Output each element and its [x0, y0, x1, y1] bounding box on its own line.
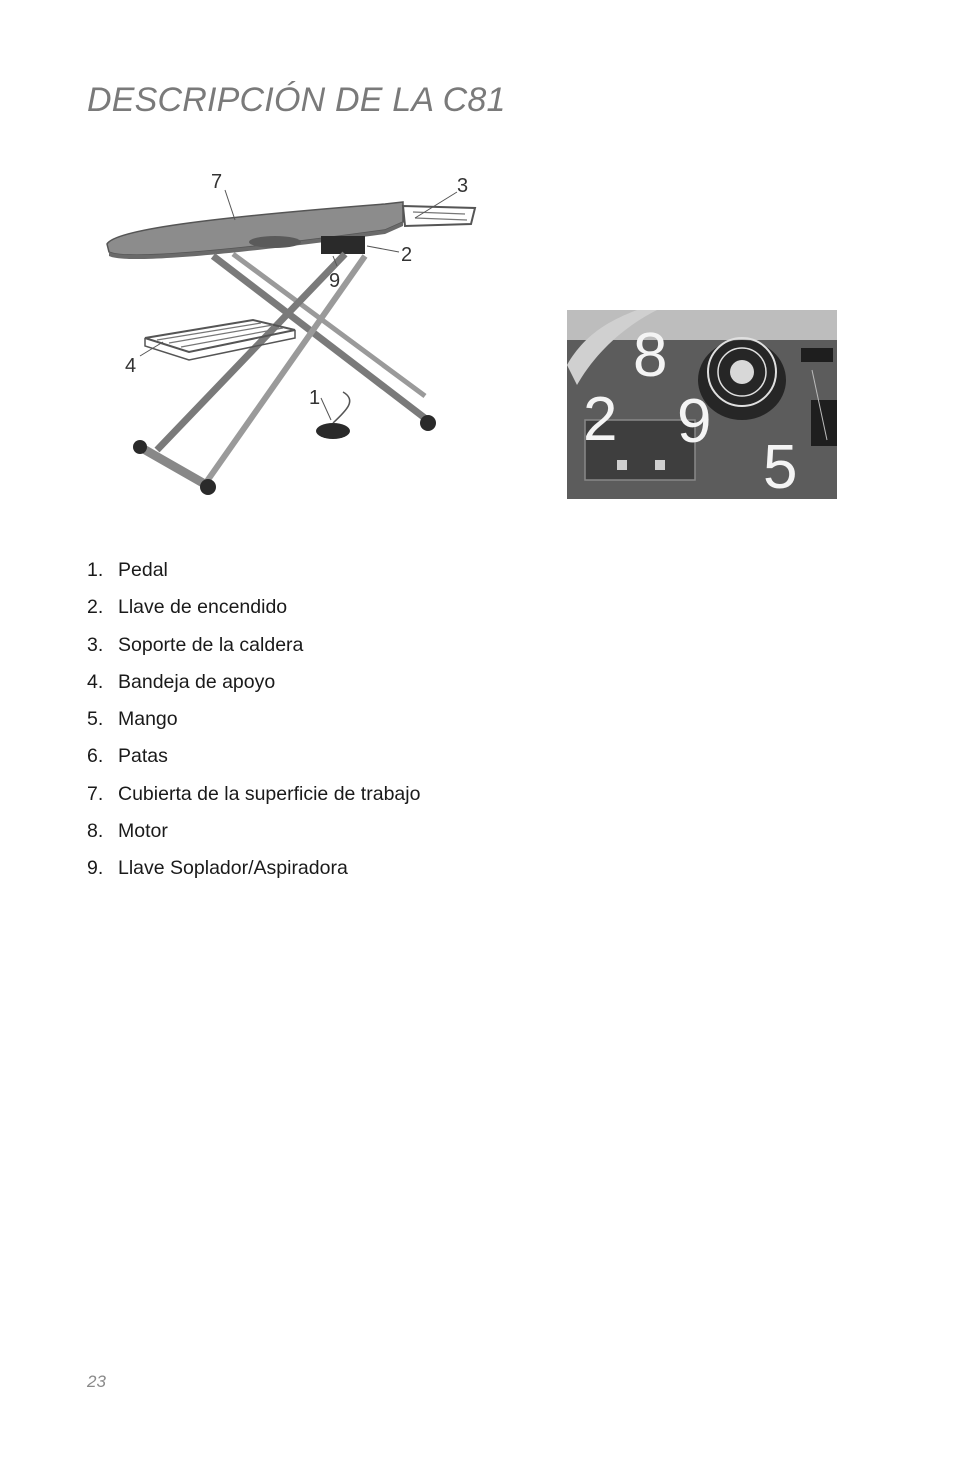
- callout-4: 4: [125, 355, 137, 377]
- list-item: [87, 627, 420, 664]
- callout-8: 8: [633, 321, 668, 390]
- list-item-number: 2.: [87, 596, 104, 619]
- ironing-board-figure: [85, 160, 495, 505]
- list-item-label: Bandeja de apoyo: [118, 670, 276, 693]
- callout-5: 5: [763, 433, 798, 499]
- callout-3: 3: [457, 175, 469, 197]
- list-item-number: 7.: [87, 782, 104, 805]
- list-item-label: Pedal: [118, 559, 168, 581]
- list-item-label: Llave de encendido: [118, 596, 288, 619]
- callout-2: 2: [583, 385, 618, 454]
- callout-7: 7: [211, 171, 223, 193]
- list-item-number: 4.: [87, 670, 104, 693]
- list-item-label: Mango: [118, 708, 178, 731]
- list-item-number: 5.: [87, 708, 104, 731]
- callout-9: 9: [677, 387, 712, 456]
- page-number: 23: [87, 1372, 106, 1391]
- list-item: [87, 813, 420, 850]
- list-item-label: Llave Soplador/Aspiradora: [118, 857, 348, 880]
- list-item-label: Cubierta de la superficie de trabajo: [118, 782, 421, 805]
- callout-2: 2: [401, 244, 413, 266]
- list-item-number: 6.: [87, 745, 104, 768]
- list-item-label: Patas: [118, 745, 168, 768]
- parts-list: [87, 552, 420, 888]
- list-item: [87, 776, 420, 813]
- list-item-number: 8.: [87, 820, 104, 843]
- list-item-label: Motor: [118, 820, 168, 843]
- underside-detail-photo: [567, 310, 837, 499]
- list-item: [87, 664, 420, 701]
- list-item: [87, 589, 420, 626]
- list-item-number: 1.: [87, 559, 104, 581]
- list-item-number: 3.: [87, 633, 104, 656]
- list-item: [87, 738, 420, 775]
- page-title: DESCRIPCIÓN DE LA C81: [87, 81, 506, 119]
- callout-1: 1: [309, 387, 321, 409]
- list-item: [87, 850, 420, 887]
- callout-9: 9: [329, 270, 341, 292]
- list-item-label: Soporte de la caldera: [118, 633, 304, 656]
- list-item: [87, 701, 420, 738]
- list-item-number: 9.: [87, 857, 104, 880]
- list-item: [87, 552, 420, 589]
